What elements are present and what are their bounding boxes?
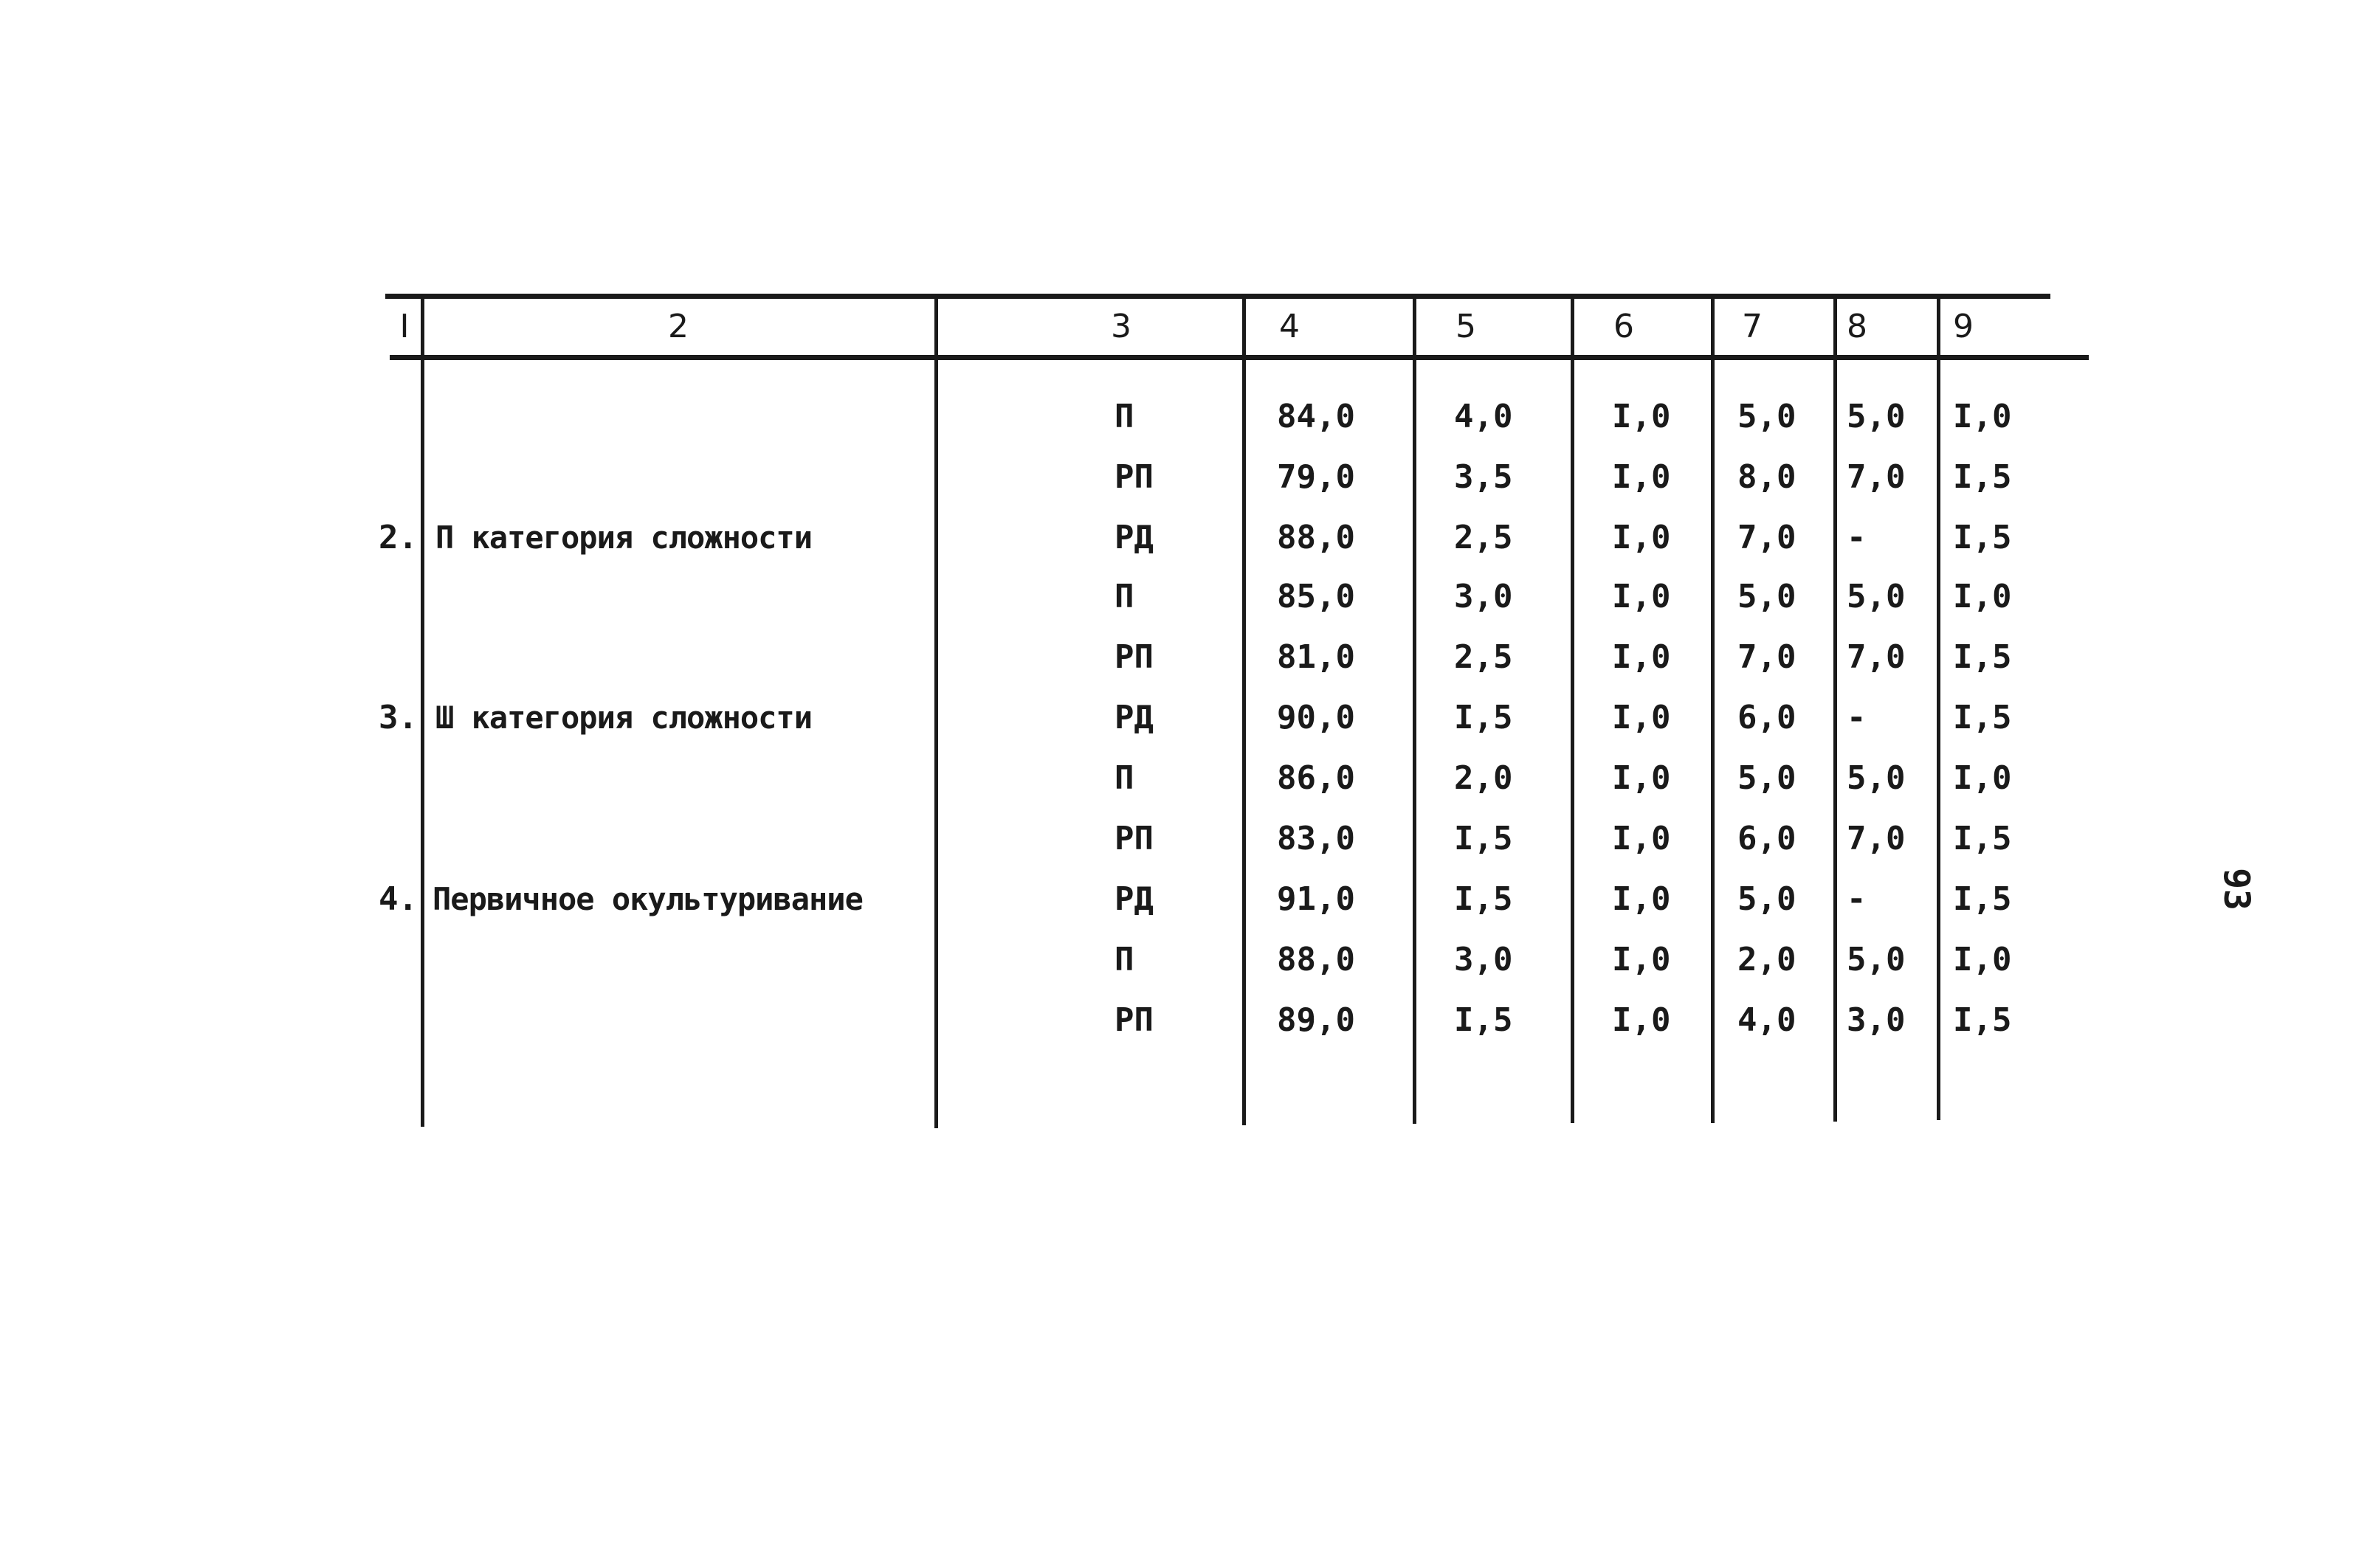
col-divider-4 — [1413, 297, 1416, 1124]
cell-col-7: 5,0 — [1737, 759, 1796, 797]
cell-col-8: - — [1847, 519, 1867, 556]
cell-type: РД — [1115, 519, 1154, 556]
cell-col-7: 6,0 — [1737, 699, 1796, 736]
cell-col-8: 5,0 — [1847, 941, 1906, 978]
cell-type: РП — [1115, 820, 1154, 857]
col-divider-5 — [1571, 297, 1574, 1123]
col-divider-7 — [1833, 297, 1837, 1122]
group-number: 3. — [379, 699, 418, 736]
cell-col-6: I,0 — [1612, 638, 1671, 676]
cell-col-8: 5,0 — [1847, 759, 1906, 797]
cell-col-8: 7,0 — [1847, 820, 1906, 857]
cell-col-7: 5,0 — [1737, 398, 1796, 435]
col-divider-8 — [1937, 297, 1940, 1120]
cell-col-9: I,0 — [1953, 941, 2012, 978]
col-divider-3 — [1242, 297, 1246, 1125]
page-number: 93 — [2216, 868, 2257, 911]
cell-type: П — [1115, 398, 1134, 435]
cell-col-9: I,5 — [1953, 880, 2012, 918]
cell-col-4: 88,0 — [1277, 519, 1355, 556]
cell-col-5: I,5 — [1454, 880, 1513, 918]
header-col-7: 7 — [1742, 308, 1763, 345]
cell-col-8: 5,0 — [1847, 578, 1906, 615]
cell-col-8: 7,0 — [1847, 638, 1906, 676]
header-col-3: 3 — [1111, 308, 1131, 345]
cell-type: РП — [1115, 458, 1154, 496]
cell-col-5: I,5 — [1454, 820, 1513, 857]
cell-col-7: 8,0 — [1737, 458, 1796, 496]
cell-col-7: 7,0 — [1737, 519, 1796, 556]
cell-type: П — [1115, 578, 1134, 615]
cell-col-4: 86,0 — [1277, 759, 1355, 797]
cell-col-9: I,5 — [1953, 458, 2012, 496]
header-col-6: 6 — [1613, 308, 1634, 345]
cell-col-4: 79,0 — [1277, 458, 1355, 496]
cell-col-4: 84,0 — [1277, 398, 1355, 435]
cell-col-7: 4,0 — [1737, 1001, 1796, 1039]
cell-col-6: I,0 — [1612, 880, 1671, 918]
cell-col-6: I,0 — [1612, 759, 1671, 797]
cell-col-5: 3,0 — [1454, 941, 1513, 978]
cell-col-6: I,0 — [1612, 820, 1671, 857]
header-col-8: 8 — [1847, 308, 1867, 345]
header-col-2: 2 — [668, 308, 689, 345]
cell-type: РД — [1115, 880, 1154, 918]
cell-col-4: 89,0 — [1277, 1001, 1355, 1039]
cell-col-5: 4,0 — [1454, 398, 1513, 435]
group-number: 2. — [379, 519, 418, 556]
header-col-9: 9 — [1953, 308, 1974, 345]
header-col-1: I — [399, 308, 410, 345]
col-divider-1 — [421, 297, 424, 1127]
cell-type: РП — [1115, 1001, 1154, 1039]
col-divider-6 — [1711, 297, 1715, 1123]
group-number: 4. — [379, 880, 418, 918]
cell-type: РП — [1115, 638, 1154, 676]
group-label: Первичное окультуривание — [433, 881, 863, 917]
cell-col-5: 3,0 — [1454, 578, 1513, 615]
cell-col-4: 85,0 — [1277, 578, 1355, 615]
col-divider-2 — [934, 297, 938, 1128]
cell-col-6: I,0 — [1612, 699, 1671, 736]
group-label: П категория сложности — [435, 519, 813, 556]
cell-col-6: I,0 — [1612, 398, 1671, 435]
cell-col-4: 91,0 — [1277, 880, 1355, 918]
cell-col-9: I,5 — [1953, 1001, 2012, 1039]
cell-col-8: 5,0 — [1847, 398, 1906, 435]
cell-col-7: 7,0 — [1737, 638, 1796, 676]
cell-col-4: 83,0 — [1277, 820, 1355, 857]
cell-col-5: 3,5 — [1454, 458, 1513, 496]
table-top-rule — [385, 294, 2050, 299]
header-col-5: 5 — [1455, 308, 1476, 345]
cell-col-5: 2,5 — [1454, 519, 1513, 556]
cell-col-7: 5,0 — [1737, 880, 1796, 918]
cell-col-9: I,0 — [1953, 759, 2012, 797]
cell-col-8: 7,0 — [1847, 458, 1906, 496]
cell-col-9: I,5 — [1953, 699, 2012, 736]
cell-col-6: I,0 — [1612, 1001, 1671, 1039]
cell-col-6: I,0 — [1612, 519, 1671, 556]
cell-col-9: I,5 — [1953, 519, 2012, 556]
header-col-4: 4 — [1279, 308, 1300, 345]
cell-col-8: - — [1847, 880, 1867, 918]
cell-col-9: I,5 — [1953, 820, 2012, 857]
cell-col-7: 2,0 — [1737, 941, 1796, 978]
cell-type: П — [1115, 759, 1134, 797]
cell-col-4: 88,0 — [1277, 941, 1355, 978]
cell-col-6: I,0 — [1612, 578, 1671, 615]
cell-col-7: 6,0 — [1737, 820, 1796, 857]
cell-col-5: I,5 — [1454, 699, 1513, 736]
cell-col-8: 3,0 — [1847, 1001, 1906, 1039]
cell-col-4: 81,0 — [1277, 638, 1355, 676]
cell-type: П — [1115, 941, 1134, 978]
group-label: Ш категория сложности — [435, 700, 813, 736]
cell-type: РД — [1115, 699, 1154, 736]
cell-col-5: 2,5 — [1454, 638, 1513, 676]
cell-col-9: I,0 — [1953, 398, 2012, 435]
cell-col-4: 90,0 — [1277, 699, 1355, 736]
cell-col-7: 5,0 — [1737, 578, 1796, 615]
cell-col-9: I,0 — [1953, 578, 2012, 615]
cell-col-6: I,0 — [1612, 458, 1671, 496]
cell-col-9: I,5 — [1953, 638, 2012, 676]
cell-col-5: I,5 — [1454, 1001, 1513, 1039]
cell-col-8: - — [1847, 699, 1867, 736]
cell-col-6: I,0 — [1612, 941, 1671, 978]
cell-col-5: 2,0 — [1454, 759, 1513, 797]
